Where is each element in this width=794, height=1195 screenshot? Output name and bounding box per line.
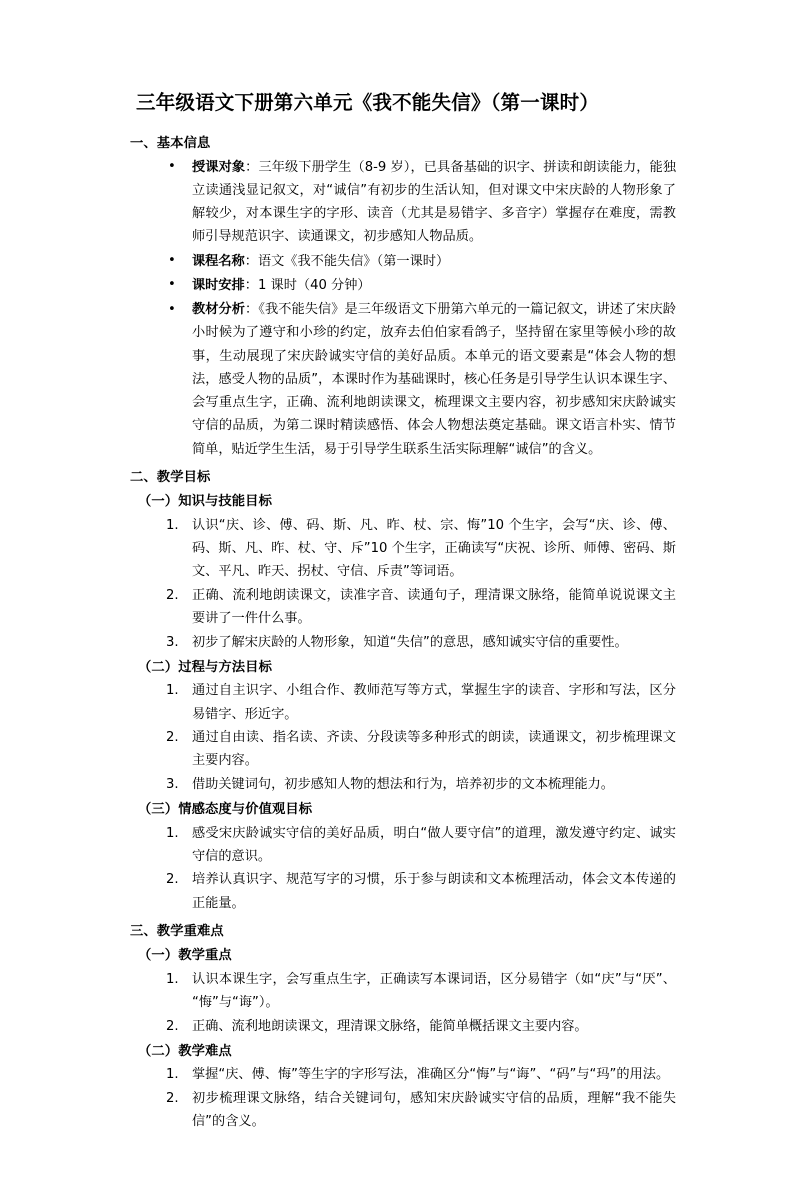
list-item: 认识“庆、诊、傅、码、斯、凡、昨、杖、宗、悔”10 个生字，会写“庆、诊、傅、码、斯、凡、昨、杖、守、斥”10 个生字，正确读写“庆祝、诊所、师傅、密码、斯文、平凡、昨天、拐杖、守信、斥责”等词语。 — [192, 517, 676, 580]
bullet-label: 课程名称 — [192, 253, 245, 269]
subsection-heading: （一）知识与技能目标 — [138, 494, 272, 510]
objective-list — [136, 514, 676, 654]
subsection-heading: （二）教学难点 — [138, 1043, 232, 1059]
list-item: 感受宋庆龄诚实守信的美好品质，明白“做人要守信”的道理，激发遵守约定、诚实守信的意识。 — [192, 825, 676, 864]
list-item — [136, 298, 676, 461]
subsection-difficult-points — [136, 1041, 676, 1134]
bullet-text: 1 课时（40 分钟） — [257, 277, 371, 293]
section-key-difficult-points — [130, 921, 676, 1134]
list-item: 借助关键词句，初步感知人物的想法和行为，培养初步的文本梳理能力。 — [192, 776, 614, 792]
subsection-heading: （一）教学重点 — [138, 948, 232, 964]
bullet-label: 授课对象 — [192, 159, 246, 175]
subsection-knowledge-skills — [136, 491, 676, 653]
page-title: 三年级语文下册第六单元《我不能失信》（第一课时） — [136, 91, 600, 114]
list-item: 初步了解宋庆龄的人物形象，知道“失信”的意思，感知诚实守信的重要性。 — [192, 634, 628, 650]
subsection-process-methods — [136, 657, 676, 796]
list-item: 正确、流利地朗读课文，理清课文脉络，能简单概括课文主要内容。 — [192, 1018, 588, 1034]
list-item — [136, 250, 676, 273]
subsection-key-points — [136, 945, 676, 1038]
subsection-heading: （三）情感态度与价值观目标 — [138, 802, 313, 818]
list-item: 正确、流利地朗读课文，读准字音、读通句子，理清课文脉络，能简单说说课文主要讲了一件什么事。 — [192, 587, 676, 627]
list-item: 培养认真识字、规范写字的习惯，乐于参与朗读和文本梳理活动，体会文本传递的正能量。 — [192, 872, 676, 911]
subsection-emotion-attitude-values — [136, 799, 676, 915]
section-heading: 一、基本信息 — [130, 136, 211, 152]
list-item: 初步梳理课文脉络，结合关键词句，感知宋庆龄诚实守信的品质，理解“我不能失信”的含义。 — [192, 1091, 676, 1130]
list-item: 掌握“庆、傅、悔”等生字的字形写法，准确区分“悔”与“诲”、“码”与“玛”的用法。 — [192, 1067, 670, 1083]
list-item: 通过自主识字、小组合作、教师范写等方式，掌握生字的读音、字形和写法，区分易错字、形近字。 — [192, 683, 676, 722]
basic-info-list — [136, 156, 676, 461]
subsection-heading: （二）过程与方法目标 — [138, 659, 272, 675]
section-teaching-objectives — [130, 467, 676, 915]
key-point-list — [136, 968, 676, 1038]
bullet-label: 教材分析 — [192, 302, 246, 318]
bullet-separator: ： — [244, 277, 258, 293]
section-heading: 二、教学目标 — [130, 469, 211, 485]
list-item — [136, 274, 676, 297]
bullet-text: 语文《我不能失信》（第一课时） — [257, 253, 450, 269]
list-item: 通过自由读、指名读、齐读、分段读等多种形式的朗读，读通课文，初步梳理课文主要内容。 — [192, 730, 676, 769]
section-heading: 三、教学重难点 — [130, 923, 224, 939]
list-item: 认识本课生字，会写重点生字，正确读写本课词语，区分易错字（如“庆”与“厌”、“悔”与“诲”）。 — [192, 971, 676, 1011]
bullet-text: 三年级下册学生（8-9 岁），已具备基础的识字、拼读和朗读能力，能独立读通浅显记叙文，对“诚信”有初步的生活认知，但对课文中宋庆龄的人物形象了解较少，对本课生字的字形、读音（尤其是易错字、多音字）掌握存在难度，需教师引导规范识字、读通课文，初步感知人物品质。 — [192, 159, 677, 245]
objective-list — [136, 679, 676, 796]
section-basic-info — [130, 133, 677, 461]
bullet-text: 《我不能失信》是三年级语文下册第六单元的一篇记叙文，讲述了宋庆龄小时候为了遵守和小珍的约定，放弃去伯伯家看鸽子，坚持留在家里等候小珍的故事，生动展现了宋庆龄诚实守信的美好品质。本单元的语文要素是“体会人物的想法，感受人物的品质”，本课时作为基础课时，核心任务是引导学生认识本课生字、会写重点生字，正确、流利地朗读课文，梳理课文主要内容，初步感知宋庆龄诚实守信的品质，为第二课时精读感悟、体会人物想法奠定基础。课文语言朴实、情节简单，贴近学生生活，易于引导学生联系生活实际理解“诚信”的含义。 — [192, 302, 676, 457]
list-item — [136, 156, 676, 249]
bullet-label: 课时安排 — [192, 277, 245, 293]
bullet-separator: ： — [245, 159, 259, 175]
objective-list — [136, 822, 676, 915]
bullet-separator: ： — [245, 302, 259, 318]
bullet-separator: ： — [244, 253, 258, 269]
